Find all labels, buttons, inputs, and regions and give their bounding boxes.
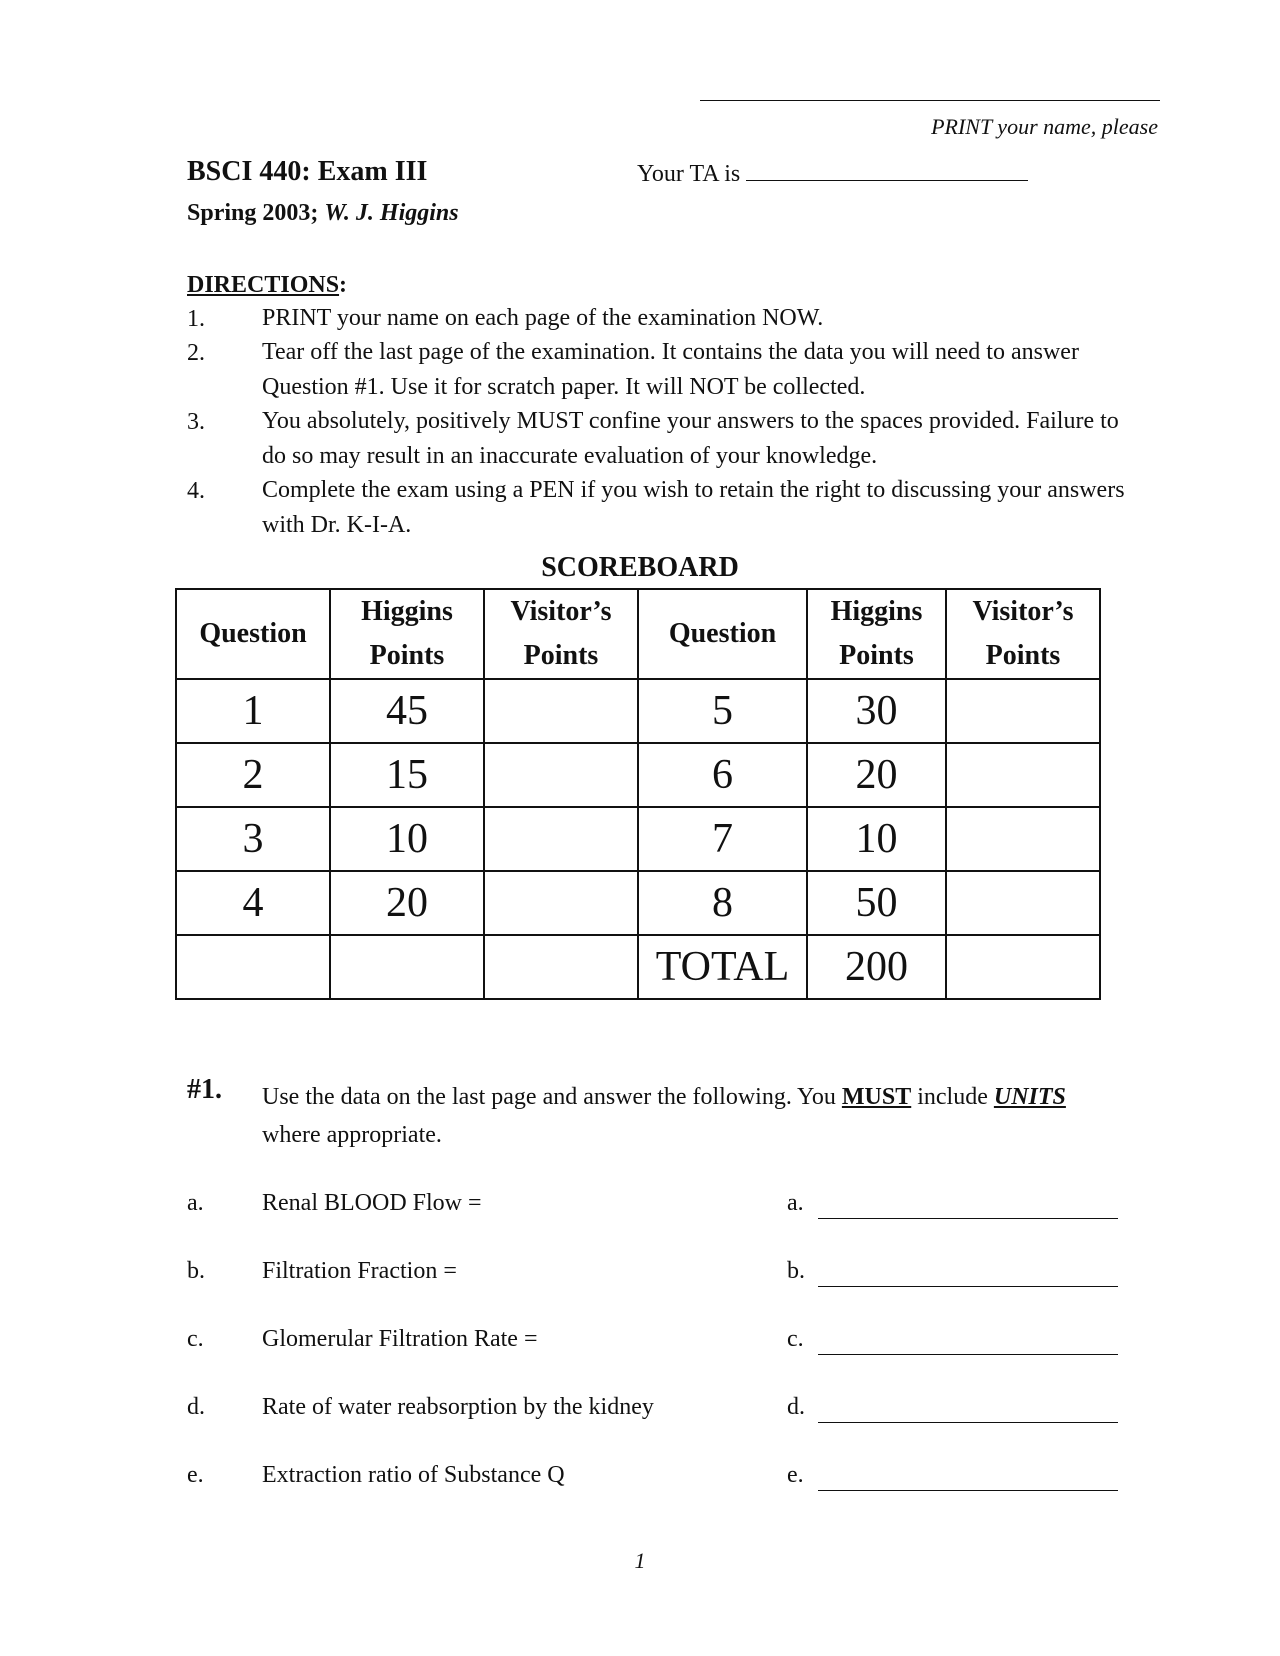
visitors-points-cell[interactable] xyxy=(946,871,1100,935)
sub-question-letter: a. xyxy=(187,1190,204,1216)
visitors-points-cell[interactable] xyxy=(484,871,638,935)
name-caption: PRINT your name, please xyxy=(931,114,1158,139)
question-cell: 8 xyxy=(638,871,807,935)
total-higgins-points-cell: 200 xyxy=(807,935,946,999)
visitors-points-cell[interactable] xyxy=(946,743,1100,807)
table-row xyxy=(176,743,1100,807)
question-cell: 3 xyxy=(176,807,330,871)
ta-label: Your TA is xyxy=(637,161,741,187)
sub-question-text: Filtration Fraction = xyxy=(262,1258,457,1284)
sub-question-letter: d. xyxy=(187,1394,205,1420)
direction-text: Complete the exam using a PEN if you wish to retain the right to discussing your answers with Dr. K-I-A. xyxy=(262,477,1125,538)
header-higgins-points: Higgins Points xyxy=(807,589,946,679)
table-row xyxy=(176,679,1100,743)
higgins-points-cell: 10 xyxy=(330,807,484,871)
course-title: BSCI 440: Exam III xyxy=(187,156,428,187)
direction-number: 3. xyxy=(187,409,205,435)
sub-question-text: Renal BLOOD Flow = xyxy=(262,1190,482,1216)
sub-question-text: Extraction ratio of Substance Q xyxy=(262,1462,565,1488)
answer-line[interactable] xyxy=(818,1196,1118,1219)
empty-cell xyxy=(484,935,638,999)
answer-label: e. xyxy=(787,1462,804,1488)
page-number: 1 xyxy=(634,1548,646,1573)
question-cell: 5 xyxy=(638,679,807,743)
empty-cell xyxy=(176,935,330,999)
empty-cell xyxy=(330,935,484,999)
table-row xyxy=(176,807,1100,871)
ta-name-line[interactable] xyxy=(746,160,1028,181)
student-name-line[interactable] xyxy=(700,100,1160,101)
question-number: #1. xyxy=(187,1074,222,1105)
answer-label: b. xyxy=(787,1258,805,1284)
question-text: Use the data on the last page and answer the following. You MUST include UNITS where appropriate. xyxy=(262,1084,1066,1148)
higgins-points-cell: 20 xyxy=(807,743,946,807)
question-cell: 6 xyxy=(638,743,807,807)
question-cell: 4 xyxy=(176,871,330,935)
direction-text: You absolutely, positively MUST confine your answers to the spaces provided. Failure to do so may result in an inaccurate evaluation of your knowledge. xyxy=(262,408,1119,469)
header-visitors-points: Visitor’s Points xyxy=(946,589,1100,679)
question-cell: 1 xyxy=(176,679,330,743)
answer-label: c. xyxy=(787,1326,804,1352)
sub-question-letter: e. xyxy=(187,1462,204,1488)
header-visitors-points: Visitor’s Points xyxy=(484,589,638,679)
question-cell: 2 xyxy=(176,743,330,807)
direction-number: 1. xyxy=(187,306,205,332)
total-visitors-points-cell[interactable] xyxy=(946,935,1100,999)
direction-text: PRINT your name on each page of the examination NOW. xyxy=(262,305,824,331)
instructor: W. J. Higgins xyxy=(324,200,459,226)
header-question: Question xyxy=(176,589,330,679)
visitors-points-cell[interactable] xyxy=(484,679,638,743)
answer-line[interactable] xyxy=(818,1264,1118,1287)
visitors-points-cell[interactable] xyxy=(946,679,1100,743)
total-row xyxy=(176,935,1100,999)
scoreboard-title: SCOREBOARD xyxy=(541,552,739,583)
ta-field xyxy=(637,160,1028,188)
higgins-points-cell: 10 xyxy=(807,807,946,871)
higgins-points-cell: 45 xyxy=(330,679,484,743)
answer-line[interactable] xyxy=(818,1332,1118,1355)
answer-line[interactable] xyxy=(818,1468,1118,1491)
visitors-points-cell[interactable] xyxy=(484,807,638,871)
semester-line xyxy=(187,200,459,227)
answer-label: d. xyxy=(787,1394,805,1420)
higgins-points-cell: 20 xyxy=(330,871,484,935)
scoreboard-header-row xyxy=(176,589,1100,679)
sub-question-letter: b. xyxy=(187,1258,205,1284)
directions-heading: DIRECTIONS: xyxy=(187,272,348,298)
sub-question-text: Rate of water reabsorption by the kidney xyxy=(262,1394,654,1420)
direction-number: 2. xyxy=(187,340,205,366)
higgins-points-cell: 50 xyxy=(807,871,946,935)
semester: Spring 2003; xyxy=(187,200,319,226)
answer-line[interactable] xyxy=(818,1400,1118,1423)
visitors-points-cell[interactable] xyxy=(946,807,1100,871)
total-label-cell: TOTAL xyxy=(638,935,807,999)
sub-question-letter: c. xyxy=(187,1326,204,1352)
higgins-points-cell: 30 xyxy=(807,679,946,743)
higgins-points-cell: 15 xyxy=(330,743,484,807)
table-row xyxy=(176,871,1100,935)
visitors-points-cell[interactable] xyxy=(484,743,638,807)
header-higgins-points: Higgins Points xyxy=(330,589,484,679)
sub-question-text: Glomerular Filtration Rate = xyxy=(262,1326,538,1352)
scoreboard-table xyxy=(175,588,1101,1000)
question-cell: 7 xyxy=(638,807,807,871)
header-question: Question xyxy=(638,589,807,679)
direction-text: Tear off the last page of the examination. It contains the data you will need to answer Question #1. Use it for scratch paper. It will NOT be collected. xyxy=(262,339,1079,400)
direction-number: 4. xyxy=(187,478,205,504)
answer-label: a. xyxy=(787,1190,804,1216)
